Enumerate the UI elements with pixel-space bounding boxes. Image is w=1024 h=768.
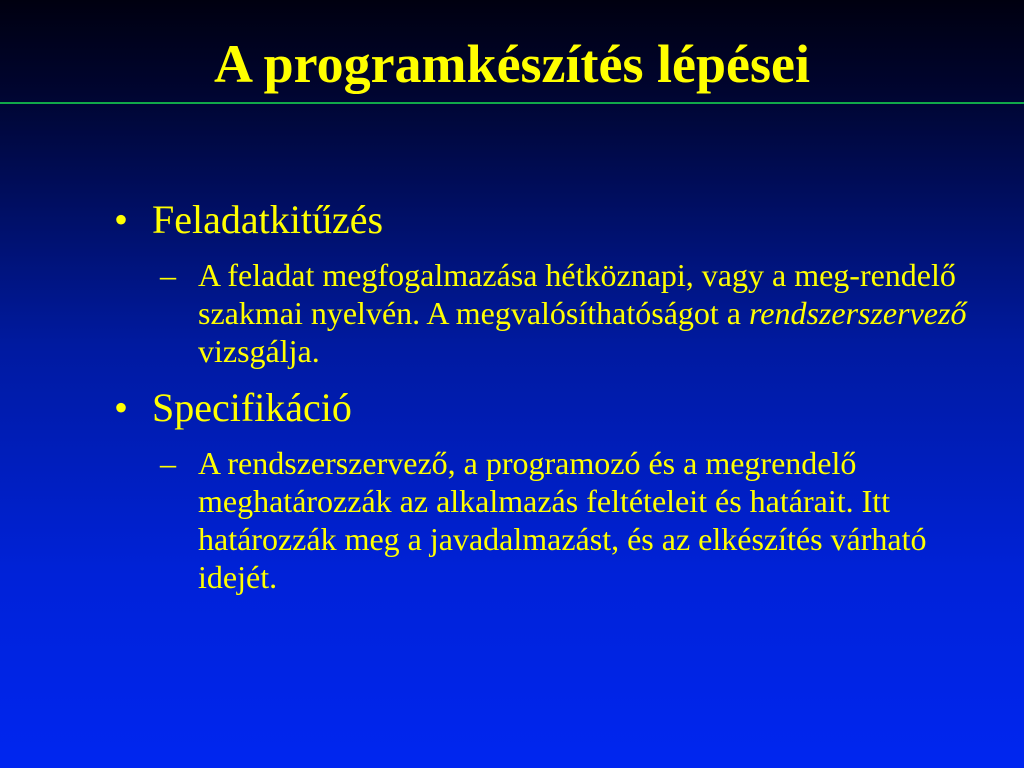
bullet-item-specifikacio	[114, 384, 1009, 432]
bullet-icon: •	[114, 197, 129, 242]
sub-text-emphasis: rendszerszervező	[748, 295, 967, 331]
dash-icon: –	[160, 257, 176, 293]
sub-item-feladatkituzes	[160, 256, 1009, 370]
bullet-heading: Specifikáció	[152, 385, 352, 430]
dash-icon: –	[160, 445, 176, 481]
bullet-icon: •	[114, 385, 129, 430]
sub-text-before: A feladat megfogalmazása hétköznapi, vagy a meg-rendelő szakmai nyelvén. A megvalósíthatóságot a	[198, 257, 956, 331]
sub-item-specifikacio	[160, 444, 1009, 596]
sub-item-text: A rendszerszervező, a programozó és a megrendelő meghatározzák az alkalmazás feltételeit és határait. Itt határozzák meg a javadalmazást, és az elkészítés várható idejét.	[198, 445, 927, 595]
slide-title: A programkészítés lépései	[214, 34, 810, 94]
bullet-item-feladatkituzes	[114, 196, 1009, 244]
bullet-heading: Feladatkitűzés	[152, 197, 384, 242]
slide-content	[114, 196, 1009, 596]
sub-item-text	[198, 257, 966, 369]
title-divider	[0, 102, 1024, 104]
sub-text-after: vizsgálja.	[198, 333, 320, 369]
